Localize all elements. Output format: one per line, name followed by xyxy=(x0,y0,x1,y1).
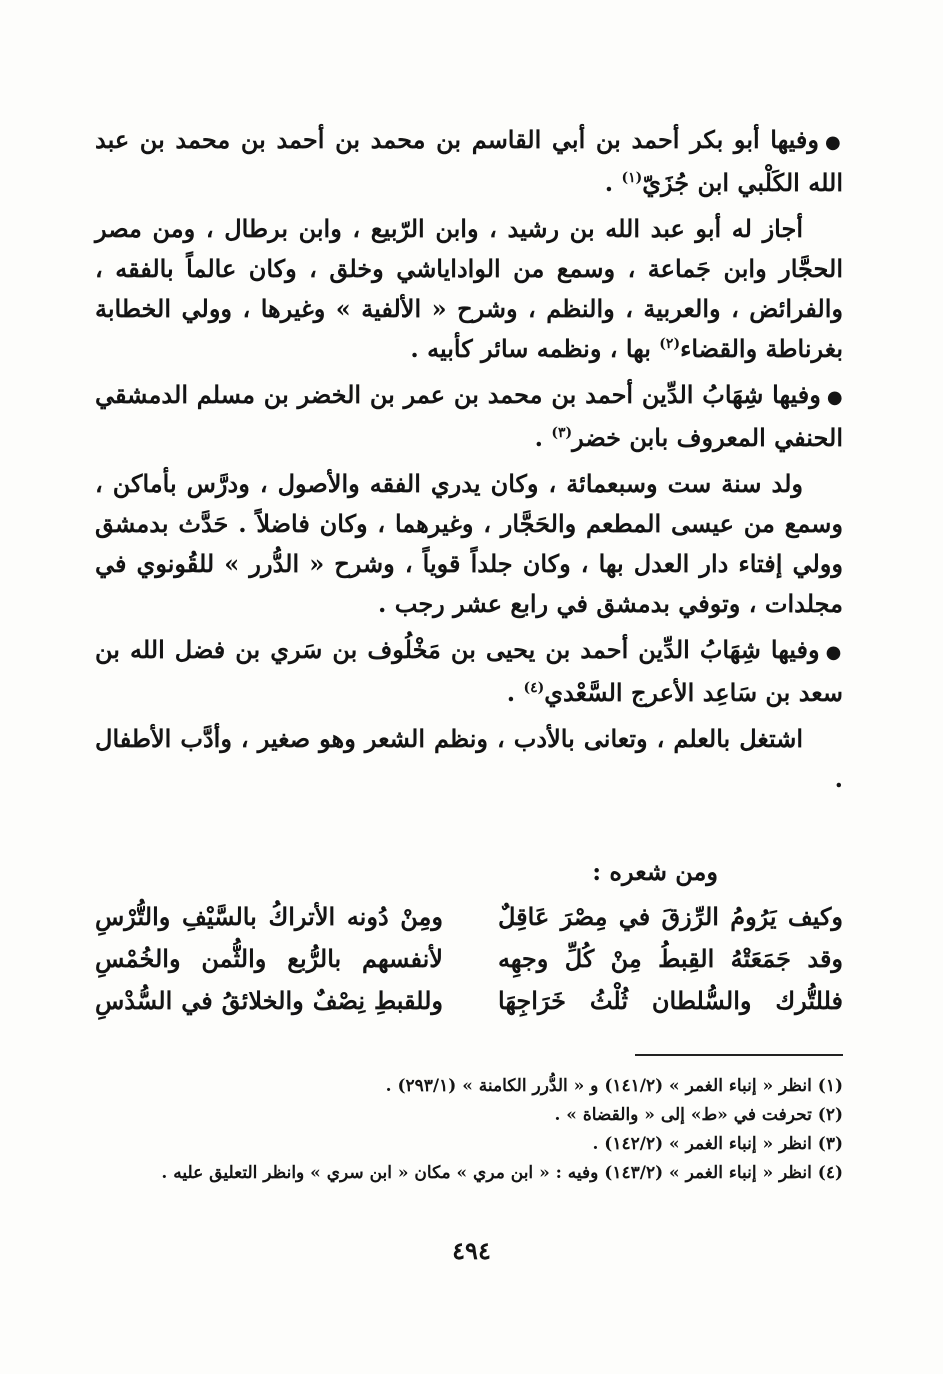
bullet-icon: ● xyxy=(826,387,843,408)
verse-intro: ومن شعره : xyxy=(592,857,718,886)
footnote-number: (١) xyxy=(817,1076,843,1096)
poem-verse xyxy=(95,896,843,938)
verse-first-hemistich: فللتُّرك والسُّلطان ثُلْثُ خَرَاجِهَا xyxy=(498,986,843,1015)
footnote-item xyxy=(95,1101,843,1130)
footnote-item xyxy=(95,1072,843,1101)
paragraph-p5 xyxy=(95,630,843,713)
paragraph-p1 xyxy=(95,120,843,203)
footnote-ref[interactable]: (٢) xyxy=(659,336,681,352)
footnote-ref[interactable]: (٤) xyxy=(523,680,545,696)
bullet-icon: ● xyxy=(825,642,843,663)
paragraph-text: أجاز له أبو عبد الله بن رشيد ، وابن الرّبيع ، وابن برطال ، ومن مصر الحجَّار وابن جَماعة ، وسمع من الواداياشي وخلق ، وكان عالماً بالفقه ، والفرائض ، والعربية ، والنظم ، وشرح « الألفية » وغيرها ، وولي الخطابة بغرناطة والقضاء xyxy=(95,214,844,363)
paragraph-p3 xyxy=(95,375,843,458)
poem xyxy=(95,896,843,1022)
paragraph-tail: . xyxy=(604,168,622,197)
body-text xyxy=(95,120,843,805)
poem-verse xyxy=(95,938,843,980)
poem-verse xyxy=(95,980,843,1022)
footnotes xyxy=(95,1072,843,1188)
paragraph-p4 xyxy=(95,464,843,624)
footnote-divider xyxy=(635,1054,843,1056)
footnote-ref[interactable]: (١) xyxy=(621,170,643,186)
footnote-text: انظر « إنباء الغمر » (١٤١/٢) و « الدُّرر الكامنة » (٢٩٣/١) . xyxy=(385,1076,812,1096)
footnote-ref[interactable]: (٣) xyxy=(551,425,573,441)
paragraph-p6 xyxy=(95,719,843,799)
paragraph-tail: . xyxy=(506,678,524,707)
paragraph-text: اشتغل بالعلم ، وتعانى بالأدب ، ونظم الشعر وهو صغير ، وأدَّب الأطفال . xyxy=(95,724,843,793)
footnote-number: (٣) xyxy=(817,1134,843,1154)
paragraph-tail: . xyxy=(534,423,552,452)
verse-second-hemistich: وللقبطِ نِصْفٌ والخلائقُ في السُّدْسِ xyxy=(95,986,443,1015)
verse-second-hemistich: لأنفسهم بالرُّبع والثُّمن والخُمْسِ xyxy=(95,944,443,973)
paragraph-text: وفيها شِهَابُ الدِّين أحمد بن محمد بن عمر بن الخضر بن مسلم الدمشقي الحنفي المعروف بابن خضر xyxy=(95,380,843,452)
paragraph-p2 xyxy=(95,209,843,369)
footnote-item xyxy=(95,1130,843,1159)
verse-first-hemistich: وقد جَمَعَتْهُ القِبطُ مِنْ كُلِّ وجهِه xyxy=(498,944,843,973)
paragraph-tail: بها ، ونظمه سائر كأبيه . xyxy=(410,334,660,363)
page-number: ٤٩٤ xyxy=(452,1236,491,1265)
verse-second-hemistich: ومِنْ دُونه الأتراكُ بالسَّيْفِ والتُّرْسِ xyxy=(95,902,443,931)
footnote-item xyxy=(95,1159,843,1188)
paragraph-text: ولد سنة ست وسبعمائة ، وكان يدري الفقه والأصول ، ودرَّس بأماكن ، وسمع من عيسى المطعم والحَجَّار ، وغيرهما ، وكان فاضلاً . حَدَّث بدمشق وولي إفتاء دار العدل بها ، وكان جلداً قوياً ، وشرح « الدُّرر » للقُونوي في مجلدات ، وتوفي بدمشق في رابع عشر رجب . xyxy=(95,469,843,618)
verse-first-hemistich: وكيف يَرُومُ الرِّزقَ في مِصْرَ عَاقِلٌ xyxy=(498,902,843,931)
bullet-icon: ● xyxy=(825,132,843,153)
footnote-text: تحرفت في «ط» إلى « والقضاة » . xyxy=(554,1105,812,1125)
footnote-number: (٤) xyxy=(817,1163,843,1183)
paragraph-text: وفيها أبو بكر أحمد بن أبي القاسم بن محمد بن أحمد بن محمد بن عبد الله الكَلْبي ابن جُزَيّ xyxy=(95,125,843,197)
footnote-text: انظر « إنباء الغمر » (١٤٣/٢) وفيه : « ابن مري » مكان « ابن سري » وانظر التعليق عليه . xyxy=(161,1163,812,1183)
footnote-number: (٢) xyxy=(817,1105,843,1125)
footnote-text: انظر « إنباء الغمر » (١٤٢/٢) . xyxy=(592,1134,812,1154)
paragraph-text: وفيها شِهَابُ الدِّين أحمد بن يحيى بن مَخْلُوف بن سَري بن فضل الله بن سعد بن سَاعِد الأعرج السَّعْدي xyxy=(95,635,843,707)
